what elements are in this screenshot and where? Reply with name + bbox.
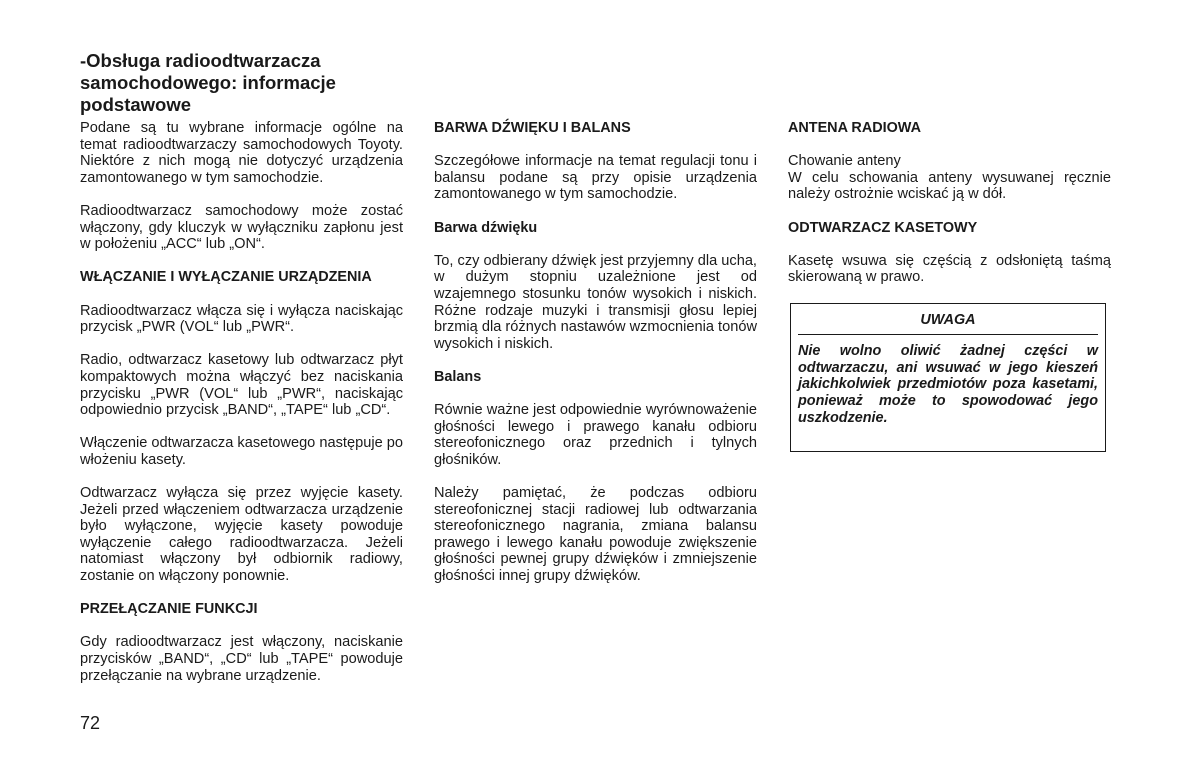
- paragraph: Radioodtwarzacz samochodowy może zostać włączony, gdy kluczyk w wyłączniku zapłonu jest w położeniu „ACC“ lub „ON“.: [80, 202, 403, 253]
- paragraph: Należy pamiętać, że podczas odbioru stereofonicznej stacji radiowej lub odtwarzania stereofonicznego nagrania, zmiana balansu prawego i lewego kanału powoduje zwiększenie głośności pewnej grupy dźwięków i zmniejszenie głośności innej grupy dźwięków.: [434, 485, 757, 585]
- page-number: 72: [80, 713, 101, 733]
- paragraph: W celu schowania anteny wysuwanej ręcznie należy ostrożnie wciskać ją w dół.: [788, 169, 1111, 203]
- column-3: [788, 120, 1111, 452]
- section-heading: WŁĄCZANIE I WYŁĄCZANIE URZĄDZENIA: [80, 269, 372, 286]
- warning-text: Nie wolno oliwić żadnej części w odtwarzaczu, ani wsuwać w jego kieszeń jakichkolwiek przedmiotów poza kasetami, ponieważ może to spowodować jego uszkodzenie.: [798, 343, 1098, 426]
- paragraph: Gdy radioodtwarzacz jest włączony, naciskanie przycisków „BAND“, „CD“ lub „TAPE“ powoduje przełączanie na wybrane urządzenie.: [80, 634, 403, 684]
- section-heading: ODTWARZACZ KASETOWY: [788, 219, 978, 236]
- section-heading: ANTENA RADIOWA: [788, 120, 921, 136]
- paragraph: Radioodtwarzacz włącza się i wyłącza naciskając przycisk „PWR (VOL“ lub „PWR“.: [80, 302, 403, 336]
- paragraph: To, czy odbierany dźwięk jest przyjemny dla ucha, w dużym stopniu uzależnione jest od wzajemnego stosunku tonów wysokich i niskich. Różne rodzaje muzyki i transmisji głosu lepiej brzmią dla różnych nastawów wzmocnienia tonów wysokich i niskich.: [434, 252, 757, 352]
- paragraph: Odtwarzacz wyłącza się przez wyjęcie kasety. Jeżeli przed włączeniem odtwarzacza urządzenie było wyłączone, wyjęcie kasety powoduje wyłączenie całego radioodtwarzacza. Jeżeli natomiast włączony był odbiornik radiowy, zostanie on włączony ponownie.: [80, 485, 403, 585]
- paragraph: Równie ważne jest odpowiednie wyrównoważenie głośności lewego i prawego kanału odbioru stereofonicznego oraz przednich i tylnych głośników.: [434, 402, 757, 468]
- column-2: [434, 120, 757, 601]
- section-heading: BARWA DŹWIĘKU I BALANS: [434, 120, 631, 136]
- warning-box: [790, 303, 1106, 452]
- page-title: -Obsługa radioodtwarzacza samochodowego: informacje podstawowe: [80, 50, 336, 115]
- paragraph: Włączenie odtwarzacza kasetowego następuje po włożeniu kasety.: [80, 435, 403, 468]
- column-1: [80, 120, 403, 701]
- paragraph: Radio, odtwarzacz kasetowy lub odtwarzacz płyt kompaktowych można włączyć bez naciskania przycisku „PWR (VOL“ lub „PWR“, naciskając odpowiednio przycisk „BAND“, „TAPE“ lub „CD“.: [80, 352, 403, 419]
- section-heading: PRZEŁĄCZANIE FUNKCJI: [80, 601, 258, 618]
- paragraph: Szczegółowe informacje na temat regulacji tonu i balansu podane są przy opisie urządzenia zamontowanego w tym samochodzie.: [434, 153, 757, 203]
- warning-title: UWAGA: [798, 312, 1098, 336]
- paragraph: Kasetę wsuwa się częścią z odsłoniętą taśmą skierowaną w prawo.: [788, 252, 1111, 286]
- paragraph: Chowanie anteny: [788, 153, 901, 170]
- sub-heading: Barwa dźwięku: [434, 219, 538, 236]
- sub-heading: Balans: [434, 368, 482, 385]
- paragraph: Podane są tu wybrane informacje ogólne na temat radioodtwarzaczy samochodowych Toyoty. Niektóre z nich mogą nie dotyczyć urządzenia zamontowanego w tym samochodzie.: [80, 120, 403, 186]
